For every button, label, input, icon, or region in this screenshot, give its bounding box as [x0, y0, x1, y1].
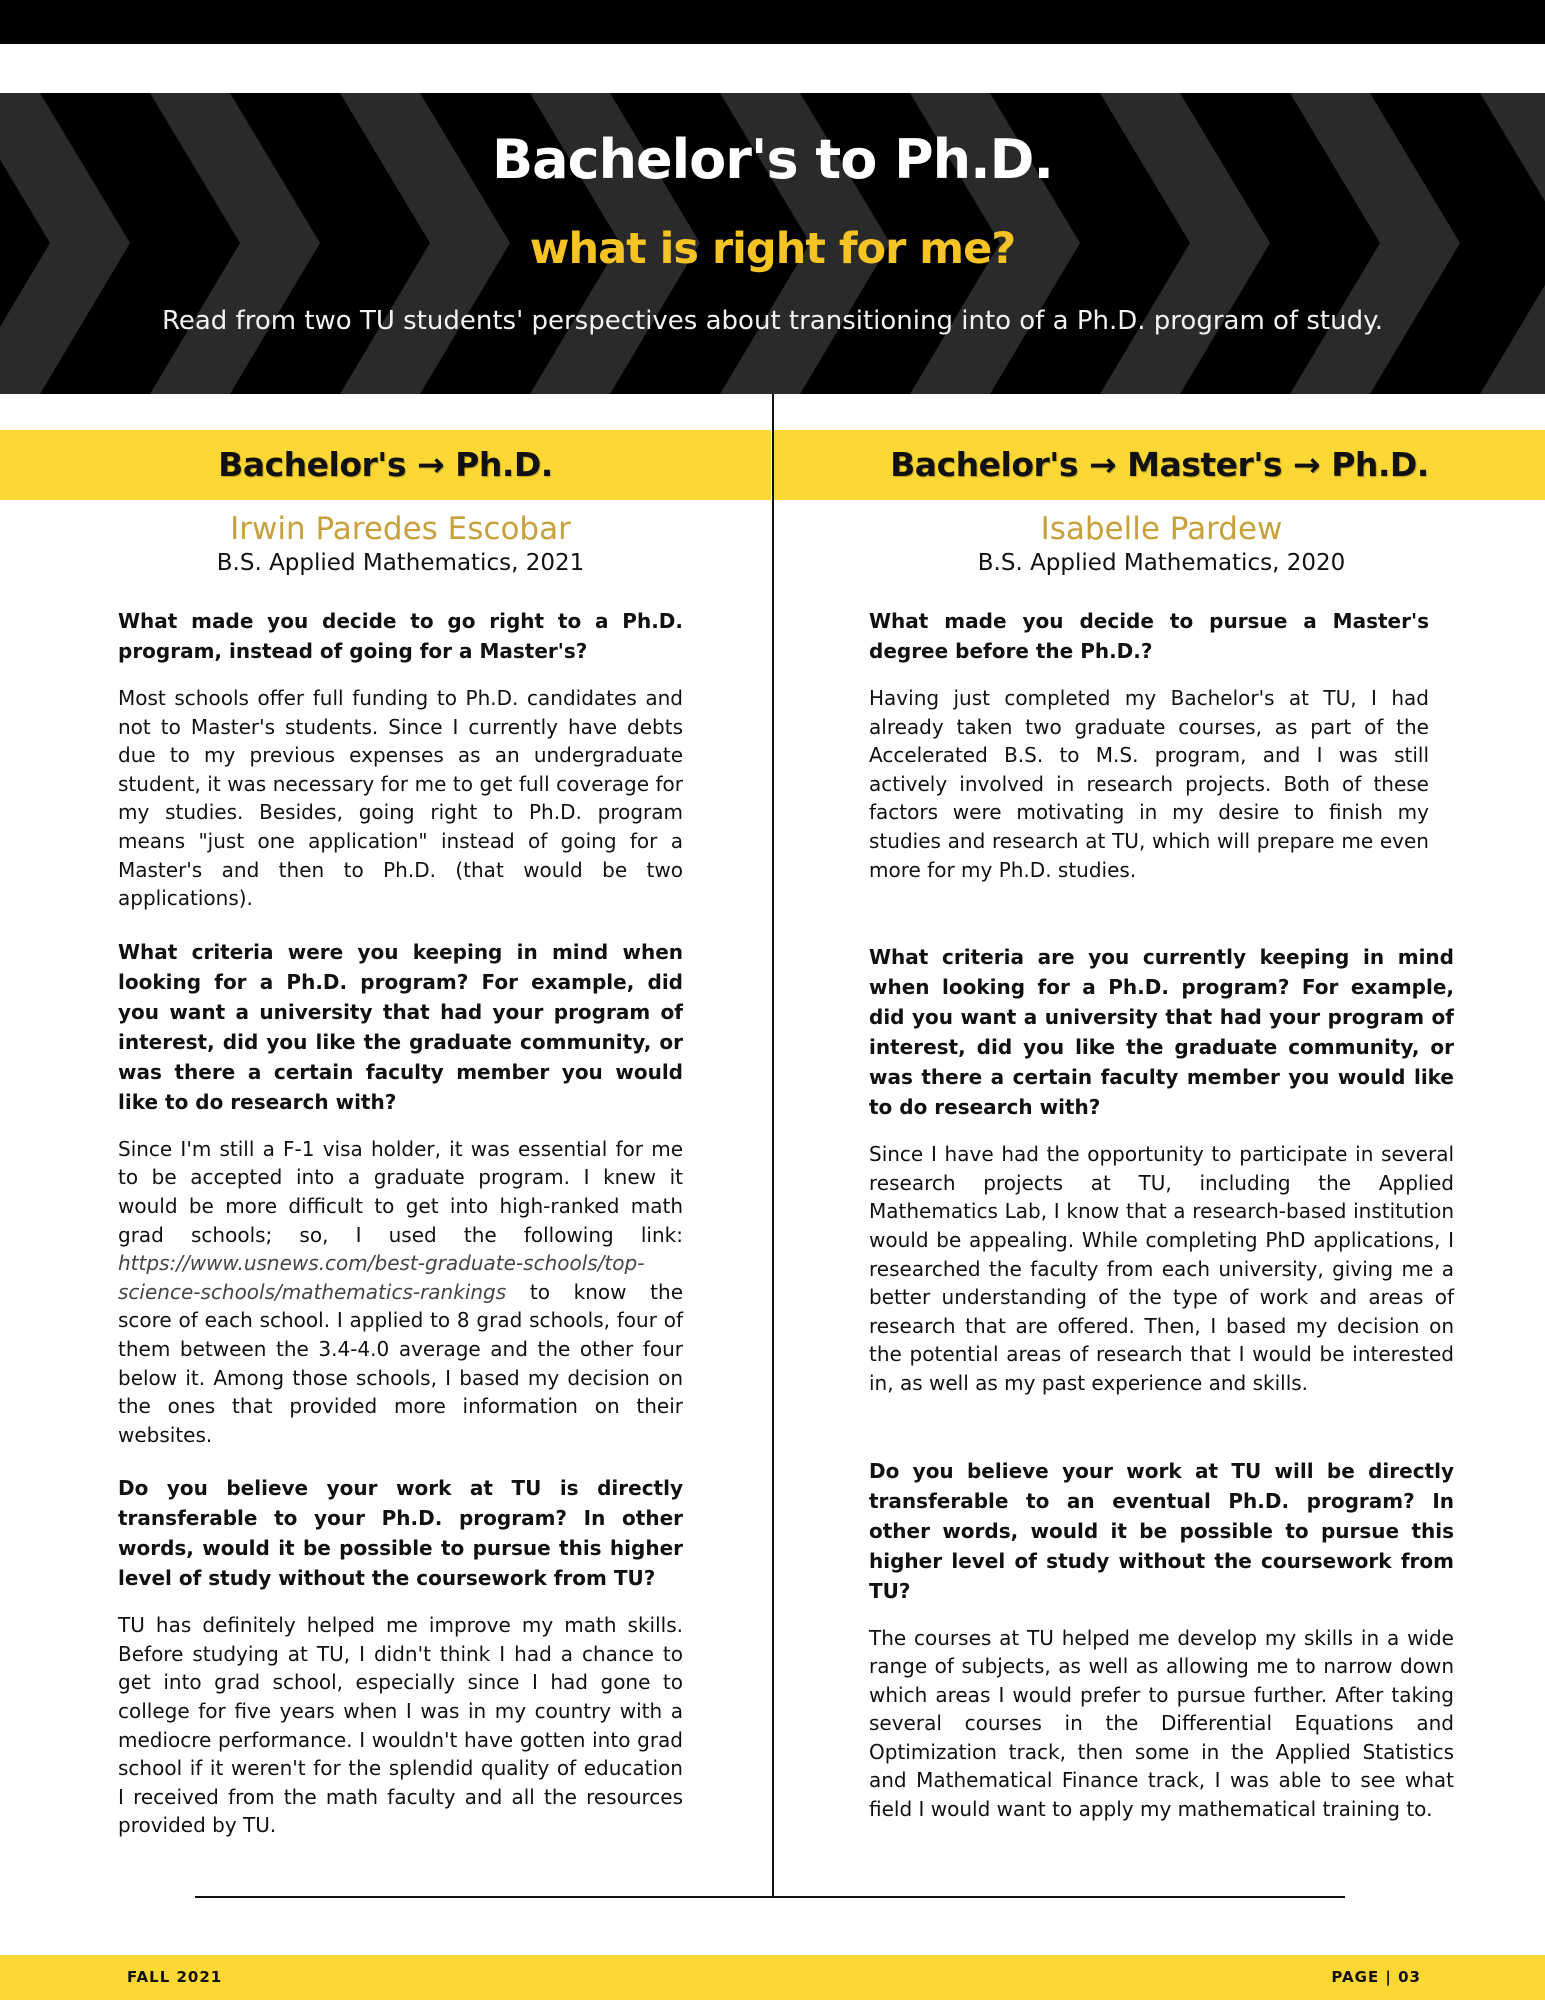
page-description: Read from two TU students' perspectives about transitioning into of a Ph.D. program of study. [161, 306, 1384, 336]
left-column [118, 510, 683, 1864]
student-degree: B.S. Applied Mathematics, 2021 [216, 550, 585, 576]
right-path-band [774, 430, 1545, 500]
spacer [869, 1422, 1454, 1456]
question-2: What criteria are you currently keeping in mind when looking for a Ph.D. program? For example, did you want a university that had your program of interest, did you like the graduate community, or was there a certain faculty member you would like to do research with? [869, 945, 1454, 1120]
question-1: What made you decide to go right to a Ph.D. program, instead of going for a Master's? [118, 609, 683, 663]
question-1: What made you decide to pursue a Master's degree before the Ph.D.? [869, 609, 1429, 663]
student-name: Irwin Paredes Escobar [230, 511, 571, 547]
page-subtitle: what is right for me? [529, 224, 1016, 274]
answer-2 [118, 1135, 683, 1450]
right-path-label: Bachelor's → Master's → Ph.D. [890, 445, 1429, 484]
rankings-link[interactable]: https://www.usnews.com/best-graduate-schools/top-science-schools/mathematics-rankings [118, 1251, 645, 1304]
page-number: PAGE | 03 [1331, 1968, 1421, 1986]
footer-bar [0, 1955, 1545, 2000]
answer-3: The courses at TU helped me develop my skills in a wide range of subjects, as well as allowing me to narrow down which areas I would prefer to pursue further. After taking several courses in the Differential Equations and Optimization track, then some in the Applied Statistics and Mathematical Finance track, I was able to see what field I would want to apply my mathematical training to. [869, 1625, 1454, 1822]
spacer [869, 908, 1454, 942]
column-divider [772, 394, 774, 1897]
bottom-rule [195, 1896, 1345, 1898]
question-3: Do you believe your work at TU will be directly transferable to an eventual Ph.D. program? In other words, would it be possible to pursue this higher level of study without the coursework from TU? [869, 1458, 1454, 1603]
right-column [869, 510, 1454, 1848]
student-degree: B.S. Applied Mathematics, 2020 [977, 550, 1346, 576]
top-black-bar [0, 0, 1545, 44]
page-title: Bachelor's to Ph.D. [492, 128, 1053, 191]
answer-1: Most schools offer full funding to Ph.D. candidates and not to Master's students. Since I currently have debts due to my previous expenses as an undergraduate student, it was necessary for me to get full coverage for my studies. Besides, going right to Ph.D. program means "just one application" instead of going for a Master's and then to Ph.D. (that would be two applications). [118, 686, 683, 911]
answer-1: Having just completed my Bachelor's at TU, I had already taken two graduate courses, as part of the Accelerated B.S. to M.S. program, and I was still actively involved in research projects. Both of these factors were motivating in my desire to finish my studies and research at TU, which will prepare me even more for my Ph.D. studies. [869, 686, 1429, 882]
student-name: Isabelle Pardew [1040, 511, 1283, 547]
answer-2: Since I have had the opportunity to participate in several research projects at TU, including the Applied Mathematics Lab, I know that a research-based institution would be appealing. While completing PhD applications, I researched the faculty from each university, giving me a better understanding of the type of work and areas of research that are offered. Then, I based my decision on the potential areas of research that I would be interested in, as well as my past experience and skills. [869, 1142, 1454, 1395]
answer-2-text-cont: to know the score of each school. I applied to 8 grad schools, four of them between the 3.4-4.0 average and the other four below it. Among those schools, I based my decision on the ones that provided more information on their websites. [118, 1279, 684, 1447]
question-3: Do you believe your work at TU is directly transferable to your Ph.D. program? In other words, would it be possible to pursue this higher level of study without the coursework from TU? [118, 1476, 683, 1591]
left-path-band [0, 430, 771, 500]
answer-2-text: Since I'm still a F-1 visa holder, it was essential for me to be accepted into a graduate program. I knew it would be more difficult to get into high-ranked math grad schools; so, I used the following link: [118, 1136, 683, 1247]
answer-3: TU has definitely helped me improve my math skills. Before studying at TU, I didn't think I had a chance to get into grad school, especially since I had gone to college for five years when I was in my country with a mediocre performance. I wouldn't have gotten into grad school if it weren't for the splendid quality of education I received from the math faculty and all the resources provided by TU. [118, 1613, 683, 1838]
question-2: What criteria were you keeping in mind when looking for a Ph.D. program? For example, did you want a university that had your program of interest, did you like the graduate community, or was there a certain faculty member you would like to do research with? [118, 939, 683, 1114]
left-path-label: Bachelor's → Ph.D. [218, 445, 553, 484]
issue-label: FALL 2021 [127, 1968, 223, 1986]
